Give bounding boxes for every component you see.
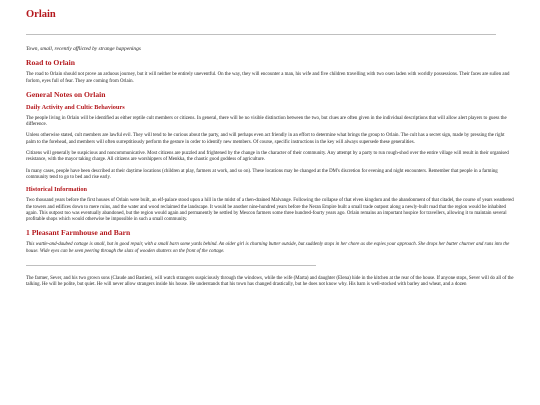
daily-paragraph-2: Unless otherwise stated, cult members are lawful evil. They will tend to be curious about the party, and will perhaps even act friendly in an effort to determine what brings the group to Orlain. The cult has a secret sign, made by pressing the right palm to the forehead, and members will often surreptitiously perform the gesture in order to identify new members. Of course, specific instructions in the key will always supersede these generalities. (26, 133, 505, 145)
farmhouse-boxed-text: This wattle-and-daubed cottage is small, but in good repair, with a small barn some yards behind. An older girl is churning butter outside, but suddenly stops in her chore as she espies your approach. She drops her butter churner and runs into the house. Wide eyes can be seen peering through the slats of wooden shutters on the front of the cottage. (26, 242, 510, 254)
daily-paragraph-4: In many cases, people have been described at their daytime locations (children at play, farmers at work, and so on). These locations may be changed at the DM's discretion for evening and night encounters. Remember that people in a farming community tend to go to bed and rise early. (26, 168, 498, 180)
section-heading-farmhouse: 1 Pleasant Farmhouse and Barn (26, 228, 131, 238)
history-paragraph: Two thousand years before the first houses of Orlain were built, an elf-palace stood upon a hill in the midst of a then-drained Malvange. Following the collapse of that elven kingdom and the abandonment of that citadel, the course of years weathered the towers and edifices down to mere ruins, and the water and wood reclaimed the landscape. It would be another nine-hundred years before the Neran Empire built a small trade outpost along a newly-built road that the region would be inhabited again. This outpost too was eventually abandoned, but the region would again and permanently be settled by Mescon farmers some three hundred-fourty years ago. Orlain remains an important hospice for travellers, allowing it to maintain several profitable shops which would otherwise be impossible in such a small community. (26, 198, 514, 223)
section-heading-general: General Notes on Orlain (26, 89, 106, 99)
subsection-heading-history: Historical Information (26, 186, 88, 194)
daily-paragraph-1: The people living in Orlain will be identified as either reptile cult members or citizens. In general, there will be no visible distinction between the two, but clues are often given in the individual descriptions that will allow alert players to guess the difference. (26, 115, 507, 128)
page-title: Orlain (26, 9, 56, 20)
title-divider (26, 34, 496, 35)
section-heading-road: Road to Orlain (26, 58, 75, 68)
subsection-heading-daily: Daily Activity and Cultic Behaviours (26, 103, 125, 111)
farmhouse-divider (26, 265, 316, 266)
tagline: Town, small, recently afflicted by strange happenings (26, 46, 141, 52)
farmhouse-paragraph: The farmer, Sever, and his two grown sons (Claude and Bastien), will watch strangers suspiciously through the windows, while the wife (Marta) and daughter (Elena) hide in the kitchen at the rear of the house. If anyone stops, Sever will do all of the talking. He will be polite, but quiet. He will never allow strangers inside his house. He understands that his town has changed drastically, but he does not know why. His barn is well-stocked with barley and wheat, and a dozen (26, 276, 514, 288)
road-paragraph: The road to Orlain should not prove an arduous journey, but it will neither be entirely uneventful. On the way, they will encounter a man, his wife and five children travelling with two oxen laden with worldly possessions. Their faces are sullen and forlorn, eyes full of fear. They are coming from Orlain. (26, 72, 510, 84)
daily-paragraph-3: Citizens will generally be suspicious and noncommunicative. Most citizens are puzzled and frightened by the change in the character of their community. Any attempt by a party to run rough-shod over the entire village will result in their organised resistance, with the mayor taking charge. All citizens are worshippers of Menkka, the chaotic good goddess of agriculture. (26, 151, 509, 163)
